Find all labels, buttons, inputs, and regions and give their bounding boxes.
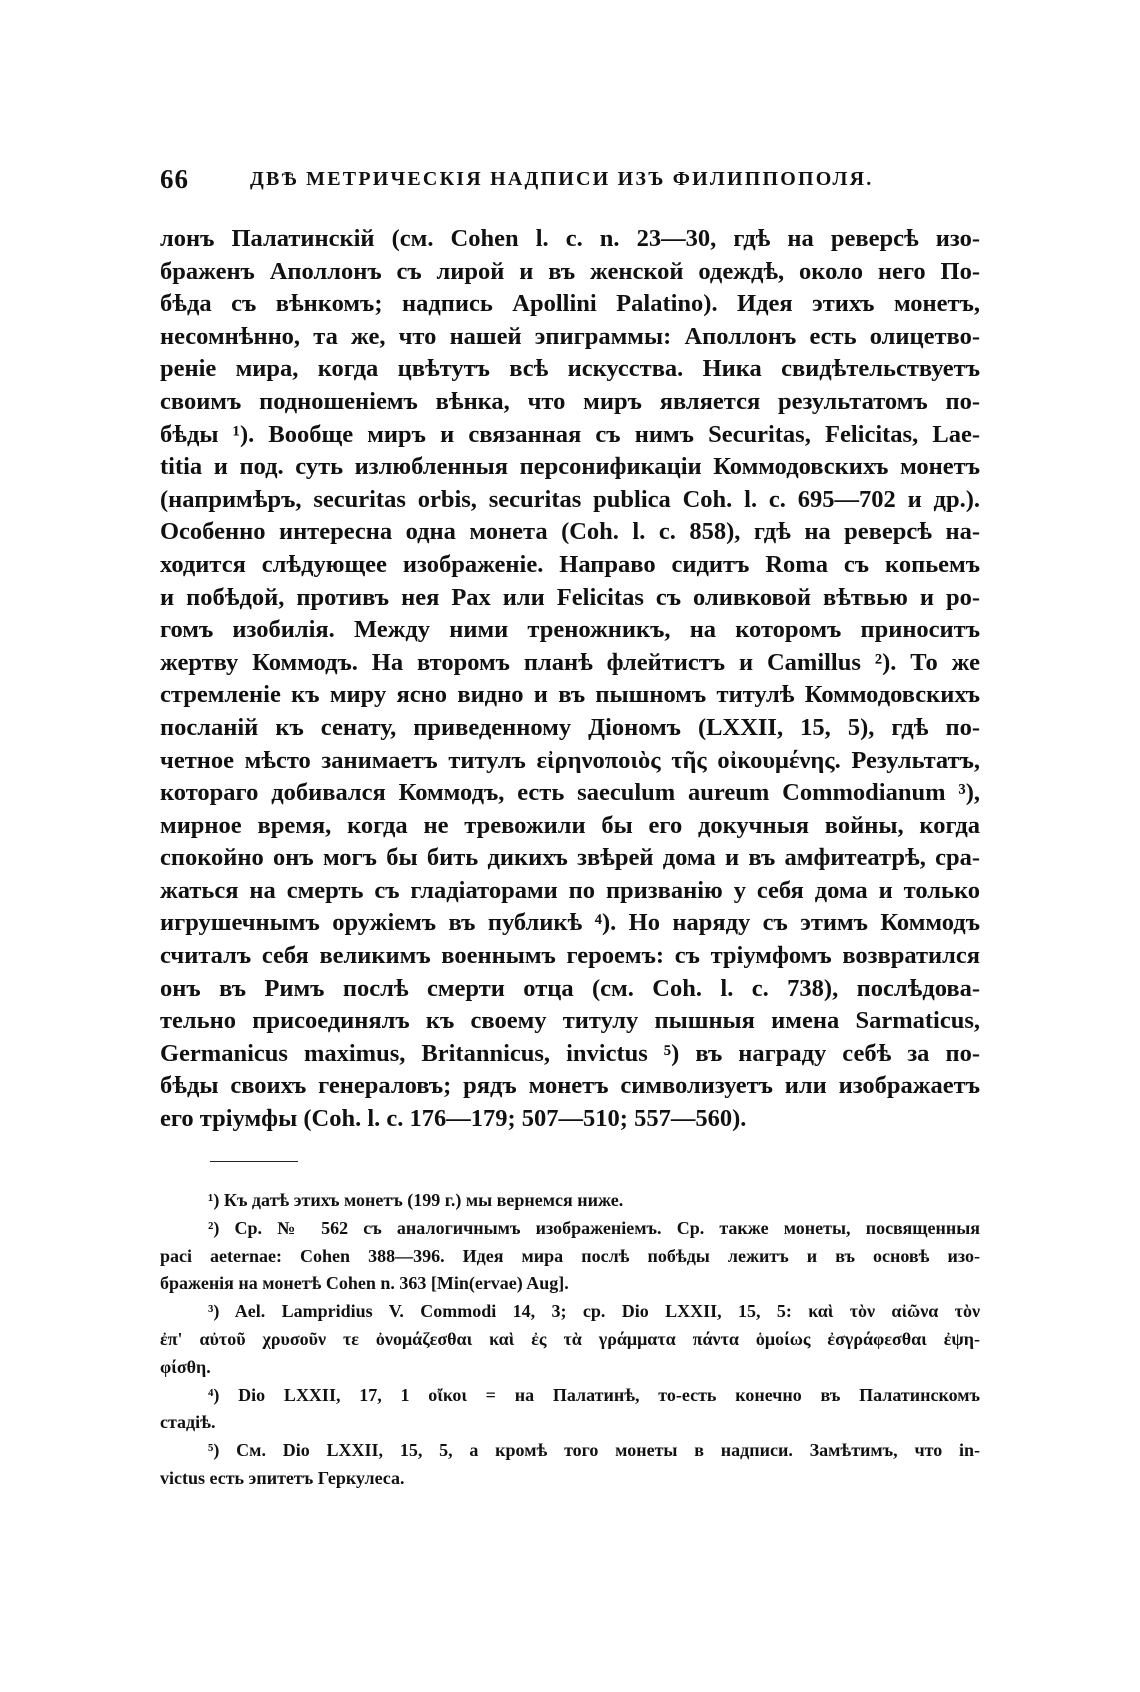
text-line: и побѣдой, противъ нея Pax или Felicitas съ оливковой вѣтвью и ро-: [160, 583, 980, 611]
text-line: своимъ подношеніемъ вѣнка, что миръ является результатомъ по-: [160, 387, 980, 415]
text-line: несомнѣнно, та же, что нашей эпиграммы: Аполлонъ есть олицетво-: [160, 322, 980, 350]
footnote-line: стадіѣ.: [160, 1412, 216, 1433]
text-line: игрушечнымъ оружіемъ въ публикѣ ⁴). Но наряду съ этимъ Коммодъ: [160, 909, 980, 937]
footnote-line: ²) Ср. № 562 съ аналогичнымъ изображеніемъ. Ср. также монеты, посвященныя: [208, 1217, 980, 1238]
main-text-block: [160, 223, 980, 1136]
text-line: спокойно онъ могъ бы бить дикихъ звѣрей дома и въ амфитеатрѣ, сра-: [160, 844, 980, 872]
page-number: 66: [160, 164, 189, 194]
text-line: лонъ Палатинскій (см. Cohen l. c. n. 23—30, гдѣ на реверсѣ изо-: [160, 225, 980, 252]
text-line: бѣды своихъ генераловъ; рядъ монетъ символизуетъ или изображаетъ: [160, 1072, 980, 1100]
footnotes-block: [160, 1187, 980, 1493]
footnote-separator: [210, 1161, 298, 1162]
text-line: мирное время, когда не тревожили бы его докучныя войны, когда: [160, 811, 980, 839]
running-title: ДВѢ МЕТРИЧЕСКІЯ НАДПИСИ ИЗЪ ФИЛИППОПОЛЯ.: [250, 168, 874, 190]
text-line: его тріумфы (Coh. l. c. 176—179; 507—510; 557—560).: [160, 1105, 747, 1133]
text-line: гомъ изобилія. Между ними треножникъ, на которомъ приноситъ: [160, 616, 980, 644]
footnote-line: ἐπ' αὐτοῦ χρυσοῦν τε ὀνομάζεσθαι καὶ ἐς τὰ γράμματα πάντα ὁμοίως ἐσγράφεσθαι ἐψη-: [160, 1328, 980, 1349]
text-line: жаться на смерть съ гладіаторами по призванію у себя дома и только: [160, 876, 980, 904]
footnote-line: paci aeternae: Cohen 388—396. Идея мира послѣ побѣды лежитъ и въ основѣ изо-: [160, 1245, 980, 1266]
text-line: тельно присоединялъ къ своему титулу пышныя имена Sarmaticus,: [160, 1007, 980, 1035]
footnote-line: браженія на монетѣ Cohen n. 363 [Min(ervae) Aug].: [160, 1273, 569, 1294]
running-head: [160, 160, 980, 200]
text-line: онъ въ Римъ послѣ смерти отца (см. Coh. l. c. 738), послѣдова-: [160, 974, 980, 1002]
text-line: жертву Коммодъ. На второмъ планѣ флейтистъ и Camillus ²). То же: [160, 648, 980, 676]
text-line: четное мѣсто занимаетъ титулъ εἰρηνοποιὸς τῆς οἰκουμένης. Результатъ,: [160, 746, 980, 774]
text-line: бѣды ¹). Вообще миръ и связанная съ нимъ Securitas, Felicitas, Lae-: [160, 420, 980, 448]
text-line: считалъ себя великимъ военнымъ героемъ: съ тріумфомъ возвратился: [160, 942, 980, 970]
text-line: (напримѣръ, securitas orbis, securitas publica Coh. l. c. 695—702 и др.).: [160, 485, 980, 513]
footnote-line: ⁴) Dio LXXII, 17, 1 οἴκοι = на Палатинѣ, то-есть конечно въ Палатинскомъ: [208, 1384, 980, 1405]
footnote-line: ³) Ael. Lampridius V. Commodi 14, 3; cp. Dio LXXII, 15, 5: καὶ τὸν αἰῶνα τὸν: [208, 1301, 980, 1322]
text-line: бѣда съ вѣнкомъ; надпись Apollini Palatino). Идея этихъ монетъ,: [160, 290, 980, 318]
footnote-line: ¹) Къ датѣ этихъ монетъ (199 г.) мы вернемся ниже.: [208, 1190, 624, 1210]
text-line: Germanicus maximus, Britannicus, invictus ⁵) въ награду себѣ за по-: [160, 1039, 980, 1067]
footnote-line: ⁵) См. Dio LXXII, 15, 5, а кромѣ того монеты в надписи. Замѣтимъ, что in-: [208, 1440, 980, 1461]
text-line: посланій къ сенату, приведенному Діономъ (LXXII, 15, 5), гдѣ по-: [160, 713, 980, 741]
text-line: реніе мира, когда цвѣтутъ всѣ искусства. Ника свидѣтельствуетъ: [160, 355, 980, 383]
text-line: браженъ Аполлонъ съ лирой и въ женской одеждѣ, около него По-: [160, 257, 980, 285]
text-line: ходится слѣдующее изображеніе. Направо сидитъ Roma съ копьемъ: [160, 550, 980, 578]
text-line: стремленіе къ миру ясно видно и въ пышномъ титулѣ Коммодовскихъ: [160, 681, 980, 709]
text-line: Особенно интересна одна монета (Coh. l. c. 858), гдѣ на реверсѣ на-: [160, 518, 980, 546]
footnote-line: victus есть эпитетъ Геркулеса.: [160, 1467, 405, 1488]
footnote-line: φίσθη.: [160, 1356, 211, 1377]
text-line: titia и под. суть излюбленныя персонификаціи Коммодовскихъ монетъ: [160, 453, 980, 481]
text-line: котораго добивался Коммодъ, есть saeculum aureum Commodianum ³),: [160, 779, 980, 807]
